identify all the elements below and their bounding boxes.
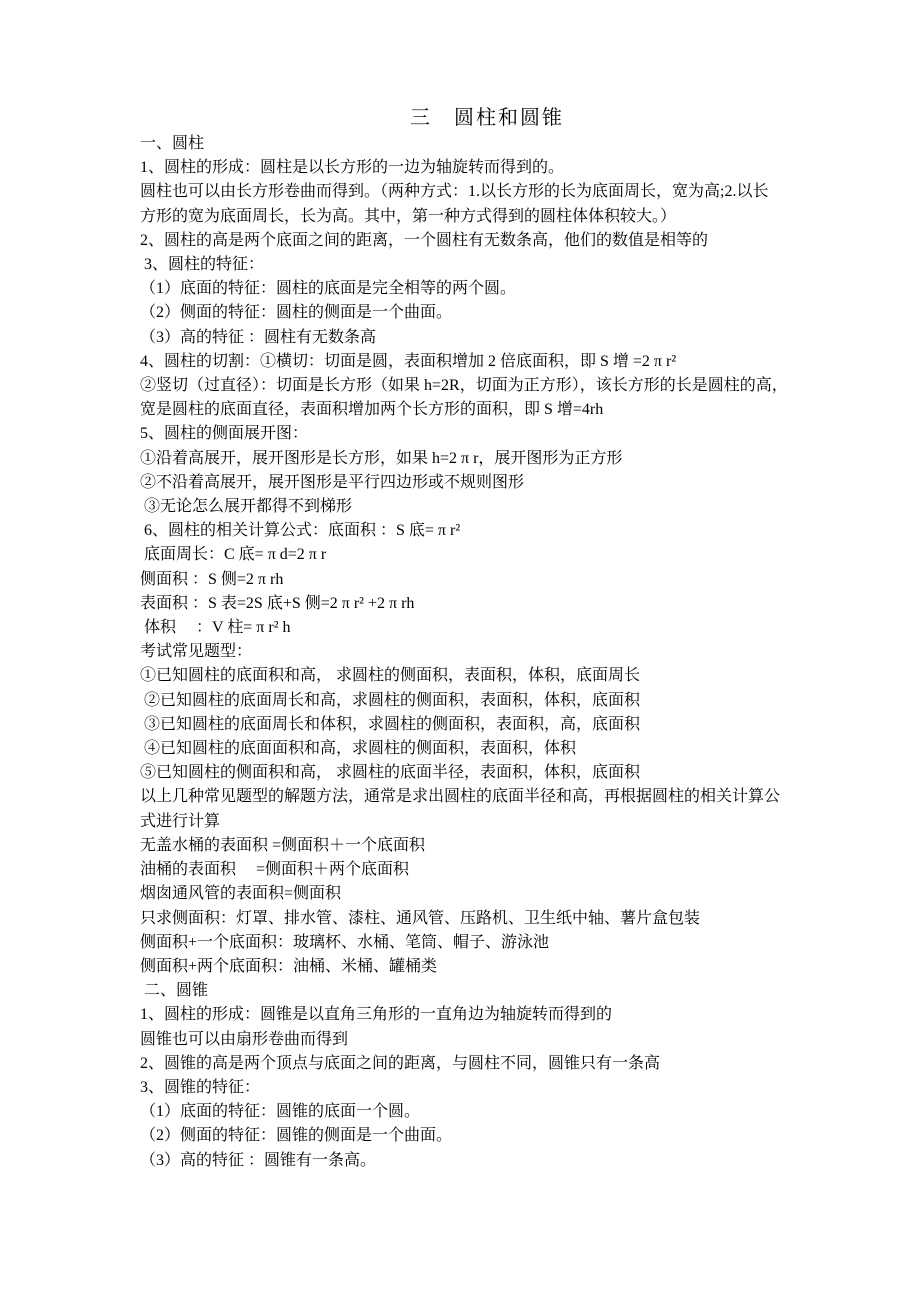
document-line: ①已知圆柱的底面积和高， 求圆柱的侧面积，表面积，体积，底面周长 xyxy=(140,667,641,685)
document-line: 2、圆锥的高是两个顶点与底面之间的距离，与圆柱不同，圆锥只有一条高 xyxy=(140,1054,661,1072)
document-line: ⑤已知圆柱的侧面积和高， 求圆柱的底面半径，表面积，体积，底面积 xyxy=(140,764,641,782)
document-line: 底面周长：C 底= π d=2 π r xyxy=(140,546,327,564)
document-line: ②已知圆柱的底面周长和高，求圆柱的侧面积，表面积，体积，底面积 xyxy=(140,691,641,709)
document-line: 3、圆柱的特征： xyxy=(140,256,265,274)
document-line: 二、圆锥 xyxy=(140,982,209,1000)
document-content xyxy=(140,104,834,1173)
document-line: 圆锥也可以由扇形卷曲而得到 xyxy=(140,1030,349,1048)
document-line: ③已知圆柱的底面周长和体积，求圆柱的侧面积，表面积，高，底面积 xyxy=(140,715,641,733)
document-line: 无盖水桶的表面积 =侧面积＋一个底面积 xyxy=(140,836,426,854)
document-line: 油桶的表面积 =侧面积＋两个底面积 xyxy=(140,861,410,879)
document-line: ②竖切（过直径）：切面是长方形（如果 h=2R，切面为正方形），该长方形的长是圆柱的高， xyxy=(140,377,788,395)
document-line: 侧面积+两个底面积：油桶、米桶、罐桶类 xyxy=(140,957,438,975)
document-line: （3）高的特征 ：圆锥有一条高。 xyxy=(140,1151,377,1169)
document-line: 体积 ：V 柱= π r² h xyxy=(140,619,291,637)
document-line: 宽是圆柱的底面直径，表面积增加两个长方形的面积，即 S 增=4rh xyxy=(140,401,604,419)
document-line: 方形的宽为底面周长，长为高。其中，第一种方式得到的圆柱体体积较大。） xyxy=(140,207,677,225)
document-line: 只求侧面积：灯罩、排水管、漆柱、通风管、压路机、卫生纸中轴、薯片盒包装 xyxy=(140,909,701,927)
document-line: （1）底面的特征：圆柱的底面是完全相等的两个圆。 xyxy=(140,280,517,298)
document-title: 三 圆柱和圆锥 xyxy=(410,107,564,129)
document-line: 烟囱通风管的表面积=侧面积 xyxy=(140,885,342,903)
document-line: 侧面积+一个底面积：玻璃杯、水桶、笔筒、帽子、游泳池 xyxy=(140,933,550,951)
document-line: 一、圆柱 xyxy=(140,135,205,152)
document-line: （2）侧面的特征：圆锥的侧面是一个曲面。 xyxy=(140,1127,453,1145)
document-line: 圆柱也可以由长方形卷曲而得到。（两种方式：1.以长方形的长为底面周长，宽为高;2.以长 xyxy=(140,183,769,201)
document-line: 3、圆锥的特征： xyxy=(140,1078,261,1096)
document-line: ②不沿着高展开，展开图形是平行四边形或不规则图形 xyxy=(140,473,525,491)
document-line: 考试常见题型： xyxy=(140,643,253,661)
document-line: 2、圆柱的高是两个底面之间的距离，一个圆柱有无数条高，他们的数值是相等的 xyxy=(140,231,709,249)
document-line: ①沿着高展开，展开图形是长方形，如果 h=2 π r，展开图形为正方形 xyxy=(140,449,623,467)
document-line: 1、圆柱的形成：圆柱是以长方形的一边为轴旋转而得到的。 xyxy=(140,159,565,177)
document-line: （2）侧面的特征：圆柱的侧面是一个曲面。 xyxy=(140,304,453,322)
document-line: ④已知圆柱的底面面积和高，求圆柱的侧面积，表面积，体积 xyxy=(140,740,577,758)
document-line: （3）高的特征 ：圆柱有无数条高 xyxy=(140,328,377,346)
document-line: 5、圆柱的侧面展开图： xyxy=(140,425,309,443)
document-line: 侧面积 ：S 侧=2 π rh xyxy=(140,570,284,588)
document-line: 式进行计算 xyxy=(140,812,221,830)
document-line: 1、圆柱的形成：圆锥是以直角三角形的一直角边为轴旋转而得到的 xyxy=(140,1006,613,1024)
document-line: （1）底面的特征：圆锥的底面一个圆。 xyxy=(140,1103,421,1121)
document-line: 6、圆柱的相关计算公式：底面积 ：S 底= π r² xyxy=(140,522,461,540)
document-line: 表面积 ：S 表=2S 底+S 侧=2 π r² +2 π rh xyxy=(140,594,415,612)
document-line: 以上几种常见题型的解题方法，通常是求出圆柱的底面半径和高，再根据圆柱的相关计算公 xyxy=(140,788,781,806)
document-body xyxy=(140,132,834,1173)
document-line: 4、圆柱的切割：①横切：切面是圆，表面积增加 2 倍底面积，即 S 增 =2 π r² xyxy=(140,352,677,370)
document-line: ③无论怎么展开都得不到梯形 xyxy=(140,498,353,516)
